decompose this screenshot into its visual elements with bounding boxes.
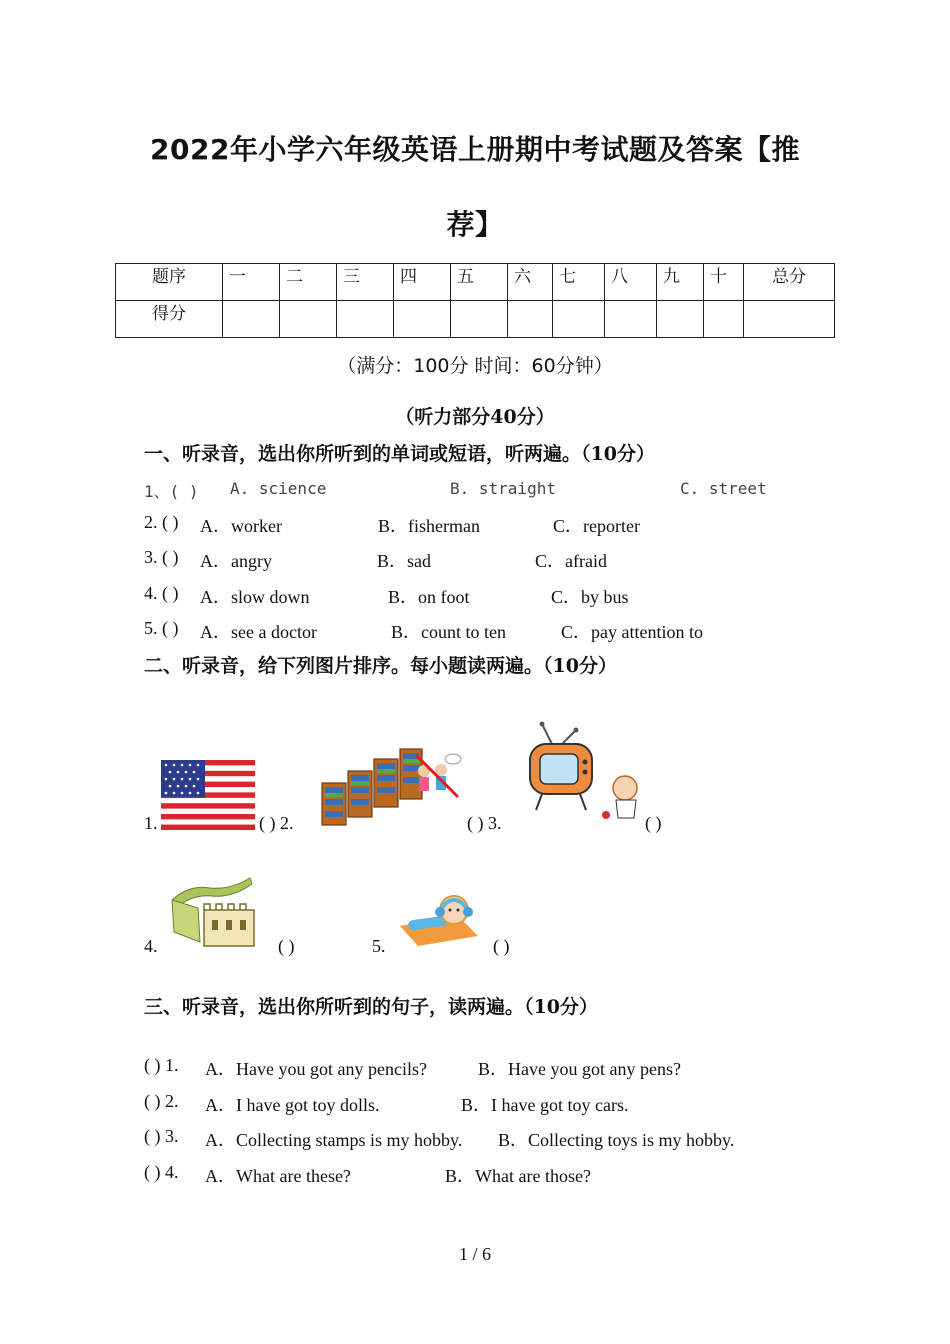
score-table-header-row: [116, 264, 835, 301]
s1-q4-option-c: C．by bus: [551, 587, 629, 607]
score-cell[interactable]: [508, 301, 553, 338]
full-score-time: （满分：100分 时间：60分钟）: [337, 355, 613, 377]
s1-q5-option-a: A．see a doctor: [200, 622, 317, 642]
tv-child-image: [524, 720, 646, 828]
section1-heading: 一、听录音，选出你所听到的单词或短语，听两遍。（10分）: [144, 443, 655, 465]
s1-q3-option-b: B．sad: [377, 551, 431, 571]
score-cell[interactable]: [394, 301, 451, 338]
s2-answer-3: ( ): [645, 813, 662, 833]
s1-q4-option-b: B．on foot: [388, 587, 470, 607]
score-row-label: 得分: [116, 301, 223, 338]
score-col-8: 八: [605, 264, 657, 301]
score-col-7: 七: [553, 264, 605, 301]
s1-q4-number: 4. ( ): [144, 583, 179, 603]
score-cell[interactable]: [280, 301, 337, 338]
section3-heading: 三、听录音，选出你所听到的句子，读两遍。（10分）: [144, 996, 598, 1018]
s2-answer-4: ( ): [278, 936, 295, 956]
s1-q2-number: 2. ( ): [144, 512, 179, 532]
s3-q1-number: ( ) 1.: [144, 1055, 179, 1075]
girl-listening-music-image: [398, 888, 482, 948]
s1-q1-option-a: A. science: [230, 479, 327, 498]
page-title: 2022年小学六年级英语上册期中考试题及答案【推: [150, 133, 800, 166]
score-cell[interactable]: [223, 301, 280, 338]
s3-q2-option-a: A．I have got toy dolls.: [205, 1095, 380, 1115]
s1-q5-option-c: C．pay attention to: [561, 622, 703, 642]
score-col-6: 六: [508, 264, 553, 301]
s1-q2-option-a: A．worker: [200, 516, 282, 536]
score-table: [115, 263, 835, 338]
s3-q1-option-b: B．Have you got any pens?: [478, 1059, 681, 1079]
page-title-continued: 荐】: [446, 208, 504, 241]
s3-q3-option-a: A．Collecting stamps is my hobby.: [205, 1130, 463, 1150]
s1-q1-option-b: B. straight: [450, 479, 556, 498]
score-cell[interactable]: [451, 301, 508, 338]
us-flag-image: [161, 760, 255, 830]
s3-q2-number: ( ) 2.: [144, 1091, 179, 1111]
s3-q3-option-b: B．Collecting toys is my hobby.: [498, 1130, 735, 1150]
s1-q1-option-c: C. street: [680, 479, 767, 498]
page-number: 1 / 6: [458, 1244, 491, 1264]
score-header-label: 题序: [116, 264, 223, 301]
s1-q2-option-b: B．fisherman: [378, 516, 480, 536]
s1-q3-number: 3. ( ): [144, 547, 179, 567]
score-col-total: 总分: [744, 264, 835, 301]
score-cell[interactable]: [704, 301, 744, 338]
s2-answer-2-and-label-3: ( ) 3.: [467, 813, 502, 833]
score-col-4: 四: [394, 264, 451, 301]
score-col-1: 一: [223, 264, 280, 301]
great-wall-image: [170, 870, 255, 948]
score-col-5: 五: [451, 264, 508, 301]
s1-q2-option-c: C．reporter: [553, 516, 640, 536]
s3-q4-option-b: B．What are those?: [445, 1166, 591, 1186]
score-col-2: 二: [280, 264, 337, 301]
s1-q3-option-a: A．angry: [200, 551, 272, 571]
s1-q4-option-a: A．slow down: [200, 587, 310, 607]
score-cell[interactable]: [657, 301, 704, 338]
s3-q3-number: ( ) 3.: [144, 1126, 179, 1146]
library-no-talking-image: [320, 745, 465, 830]
score-cell[interactable]: [337, 301, 394, 338]
s2-label-4: 4.: [144, 936, 158, 956]
score-col-10: 十: [704, 264, 744, 301]
score-cell[interactable]: [605, 301, 657, 338]
s1-q5-number: 5. ( ): [144, 618, 179, 638]
s3-q4-option-a: A．What are these?: [205, 1166, 351, 1186]
s2-answer-5: ( ): [493, 936, 510, 956]
s1-q5-option-b: B．count to ten: [391, 622, 506, 642]
s1-q3-option-c: C．afraid: [535, 551, 607, 571]
s2-answer-1-and-label-2: ( ) 2.: [259, 813, 294, 833]
score-table-score-row: [116, 301, 835, 338]
score-cell[interactable]: [744, 301, 835, 338]
s3-q2-option-b: B．I have got toy cars.: [461, 1095, 629, 1115]
score-cell[interactable]: [553, 301, 605, 338]
score-col-9: 九: [657, 264, 704, 301]
s1-q1-number: 1、( ): [144, 482, 199, 501]
s2-label-5: 5.: [372, 936, 386, 956]
s3-q4-number: ( ) 4.: [144, 1162, 179, 1182]
score-col-3: 三: [337, 264, 394, 301]
s2-label-1: 1.: [144, 813, 158, 833]
s3-q1-option-a: A．Have you got any pencils?: [205, 1059, 427, 1079]
listening-section-title: （听力部分40分）: [395, 406, 555, 428]
section2-heading: 二、听录音，给下列图片排序。每小题读两遍。（10分）: [144, 655, 617, 677]
